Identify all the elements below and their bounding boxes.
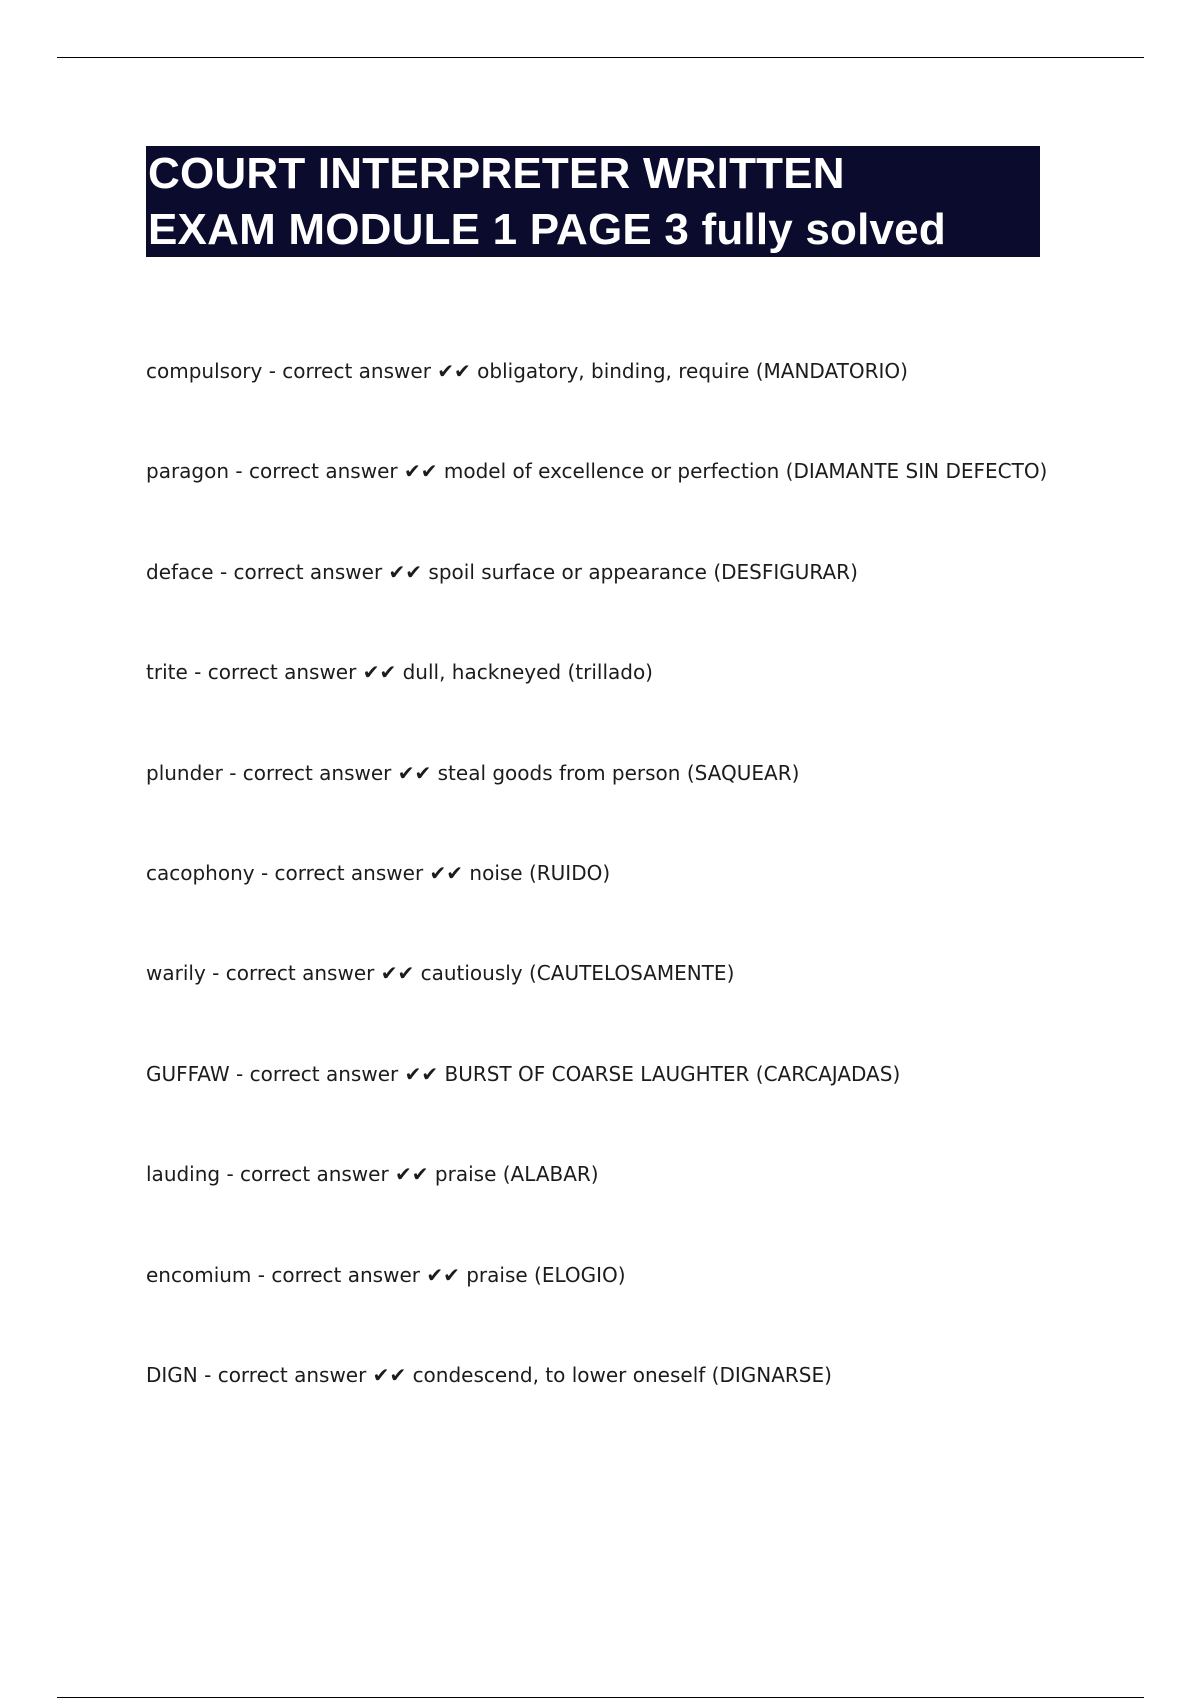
definition: steal goods from person (SAQUEAR) [437,760,800,785]
definition: model of excellence or perfection (DIAMANTE SIN DEFECTO) [443,459,1048,484]
term: warily [146,961,206,986]
definition: praise (ALABAR) [434,1162,599,1187]
list-item [146,656,1106,756]
answer-marker: - correct answer ✔✔ [212,961,415,986]
list-item [146,757,1106,857]
answer-marker: - correct answer ✔✔ [229,760,432,785]
list-item [146,1359,1106,1459]
term: GUFFAW [146,1061,230,1086]
header-rule [57,57,1144,58]
list-item [146,455,1106,555]
list-item [146,1259,1106,1359]
document-title: COURT INTERPRETER WRITTEN EXAM MODULE 1 PAGE 3 fully solved [148,149,946,254]
answer-marker: - correct answer ✔✔ [257,1262,460,1287]
list-item [146,957,1106,1057]
answer-marker: - correct answer ✔✔ [226,1162,429,1187]
flashcard-list [146,355,1106,1459]
definition: condescend, to lower oneself (DIGNARSE) [412,1362,832,1387]
term: plunder [146,760,223,785]
title-banner [146,146,1040,257]
term: compulsory [146,359,263,383]
answer-marker: - correct answer ✔✔ [219,559,423,584]
answer-marker: - correct answer ✔✔ [194,660,397,685]
definition: noise (RUIDO) [469,860,611,885]
term: cacophony [146,860,255,885]
term: paragon [146,459,230,484]
definition: praise (ELOGIO) [466,1262,626,1287]
list-item [146,355,1106,455]
term: encomium [146,1262,252,1287]
term: deface [146,559,214,584]
answer-marker: - correct answer ✔✔ [204,1362,407,1387]
answer-marker: - correct answer ✔✔ [268,359,471,383]
definition: cautiously (CAUTELOSAMENTE) [420,961,735,986]
definition: spoil surface or appearance (DESFIGURAR) [428,559,858,584]
definition: dull, hackneyed (trillado) [402,660,653,685]
list-item [146,556,1106,656]
term: trite [146,660,188,685]
term: DIGN [146,1362,198,1387]
term: lauding [146,1162,221,1187]
list-item [146,1158,1106,1258]
answer-marker: - correct answer ✔✔ [260,860,464,885]
definition: BURST OF COARSE LAUGHTER (CARCAJADAS) [444,1061,901,1086]
list-item [146,857,1106,957]
footer-rule [57,1697,1144,1698]
definition: obligatory, binding, require (MANDATORIO) [477,359,908,383]
list-item [146,1058,1106,1158]
answer-marker: - correct answer ✔✔ [235,459,438,484]
answer-marker: - correct answer ✔✔ [236,1061,439,1086]
